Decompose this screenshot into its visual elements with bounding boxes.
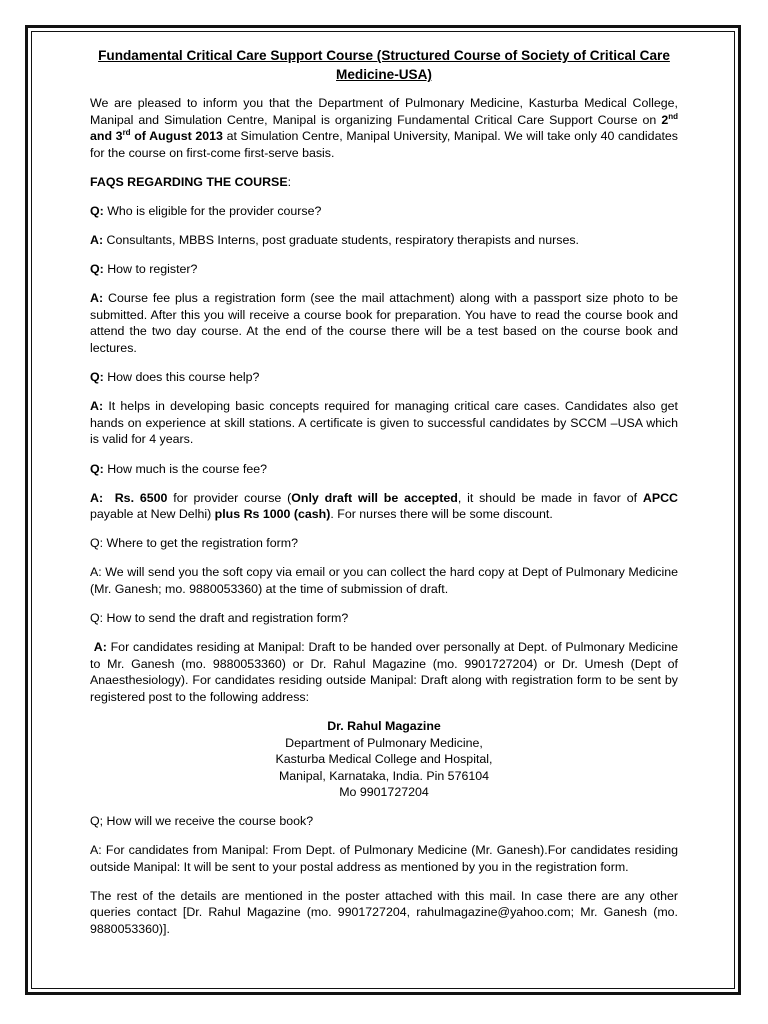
closing-paragraph: The rest of the details are mentioned in the poster attached with this mail. In case there are any other queries contact [Dr. Rahul Magazine (mo. 9901727204, rahulmagazine@yahoo.com; Mr. Ganesh (mo. 9880053360)]. bbox=[90, 888, 678, 936]
course-dates: 2nd and 3rd of August 2013 bbox=[90, 111, 678, 144]
answer-1: A: Consultants, MBBS Interns, post graduate students, respiratory therapists and nurses. bbox=[90, 233, 579, 248]
question-7: Q; How will we receive the course book? bbox=[90, 814, 314, 828]
postal-address bbox=[90, 718, 678, 801]
question-5: Q: Where to get the registration form? bbox=[90, 536, 298, 551]
answer-7: A: For candidates from Manipal: From Dept. of Pulmonary Medicine (Mr. Ganesh).For candidates residing outside Manipal: It will be sent to your postal address as mentioned by you in the registration form. bbox=[90, 843, 678, 874]
address-line-2: Kasturba Medical College and Hospital, bbox=[275, 752, 493, 767]
address-line-1: Department of Pulmonary Medicine, bbox=[285, 735, 483, 750]
question-6: Q: How to send the draft and registration form? bbox=[90, 611, 349, 626]
answer-5: A: We will send you the soft copy via email or you can collect the hard copy at Dept of Pulmonary Medicine (Mr. Ganesh; mo. 9880053360) at the time of submission of draft. bbox=[90, 565, 678, 596]
question-4: Q: How much is the course fee? bbox=[90, 461, 267, 476]
question-2: Q: How to register? bbox=[90, 262, 198, 277]
address-phone: Mo 9901727204 bbox=[339, 785, 429, 800]
faqs-heading: FAQS REGARDING THE COURSE: bbox=[90, 174, 292, 189]
address-line-3: Manipal, Karnataka, India. Pin 576104 bbox=[278, 768, 490, 783]
answer-6: A: For candidates residing at Manipal: Draft to be handed over personally at Dept. of Pulmonary Medicine to Mr. Ganesh (mo. 9880053360) or Dr. Rahul Magazine (mo. 9901727204) or Dr. Umesh (Dept of Anaesthesiology). For candidates residing outside Manipal: Draft along with registration form to be sent by registered post to the following address: bbox=[90, 640, 678, 704]
answer-3: A: It helps in developing basic concepts required for managing critical care cases. Candidates also get hands on experience at skill stations. A certificate is given to successful candidates by SCCM –USA which is valid for 4 years. bbox=[90, 399, 678, 447]
document-title: Fundamental Critical Care Support Course (Structured Course of Society of Critical Care Medicine-USA) bbox=[98, 48, 670, 82]
answer-4: A: Rs. 6500 for provider course (Only draft will be accepted, it should be made in favor of APCC payable at New Delhi) plus Rs 1000 (cash). For nurses there will be some discount. bbox=[90, 490, 678, 522]
address-name: Dr. Rahul Magazine bbox=[327, 719, 441, 734]
intro-paragraph: We are pleased to inform you that the Department of Pulmonary Medicine, Kasturba Medical College, Manipal and Simulation Centre, Manipal is organizing Fundamental Critical Care Support Course on 2nd and 3rd of August 2013 at Simulation Centre, Manipal University, Manipal. We will take only 40 candidates for the course on first-come first-serve basis. bbox=[90, 96, 678, 160]
answer-2: A: Course fee plus a registration form (see the mail attachment) along with a passport size photo to be submitted. After this you will receive a course book for preparation. You have to read the course book and attend the two day course. At the end of the course there will be a test based on the course book and lectures. bbox=[90, 291, 678, 356]
question-1: Q: Who is eligible for the provider course? bbox=[90, 203, 322, 218]
document-body bbox=[90, 46, 678, 950]
question-3: Q: How does this course help? bbox=[90, 370, 260, 385]
